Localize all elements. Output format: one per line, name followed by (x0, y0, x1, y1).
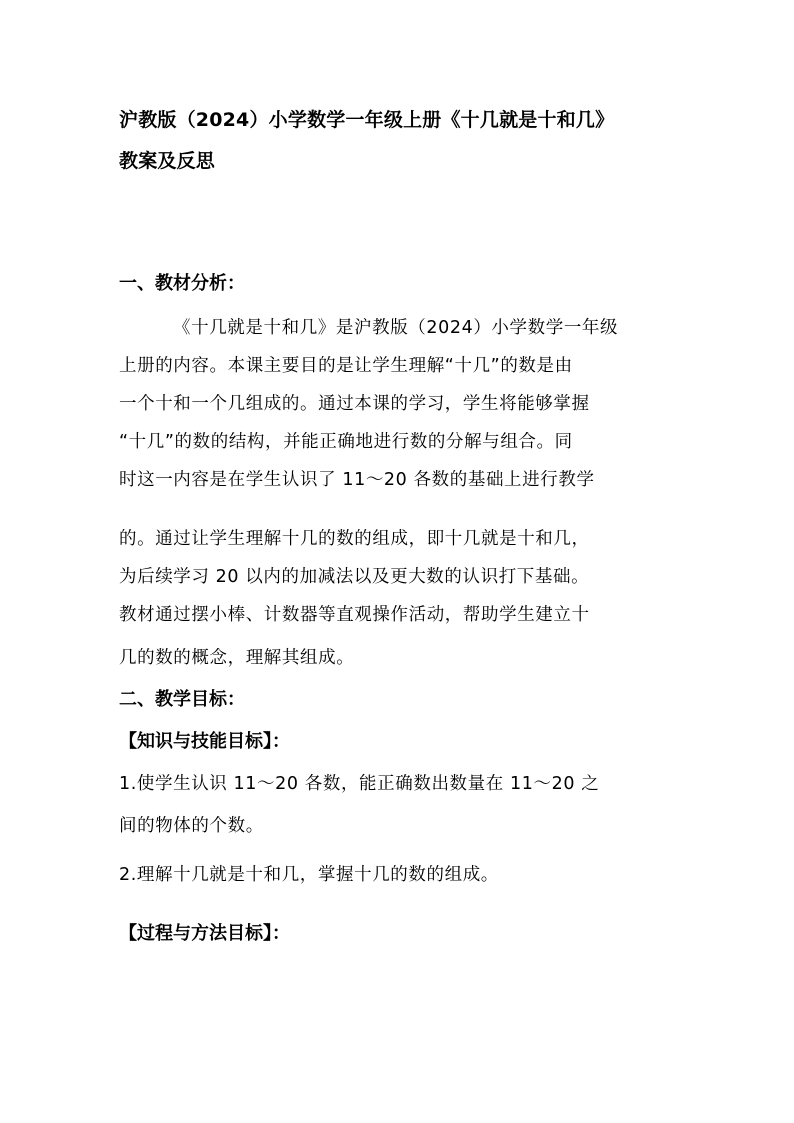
paragraph-line: 上册的内容。本课主要目的是让学生理解“十几”的数是由 (119, 356, 573, 376)
paragraph-line: 的。通过让学生理解十几的数的组成，即十几就是十和几， (119, 529, 590, 549)
objective-line: 间的物体的个数。 (119, 816, 264, 836)
paragraph-line: “十几”的数的结构，并能正确地进行数的分解与组合。同 (119, 432, 573, 452)
paragraph-line: 教材通过摆小棒、计数器等直观操作活动，帮助学生建立十 (119, 605, 590, 625)
objective-line: 2.理解十几就是十和几，掌握十几的数的组成。 (119, 865, 499, 885)
document-title-line-1: 沪教版（2024）小学数学一年级上册《十几就是十和几》 (119, 109, 615, 131)
paragraph-line: 为后续学习 20 以内的加减法以及更大数的认识打下基础。 (119, 567, 590, 587)
paragraph-line: 《十几就是十和几》是沪教版（2024）小学数学一年级 (173, 318, 619, 338)
paragraph-line: 一个十和一个几组成的。通过本课的学习，学生将能够掌握 (119, 394, 590, 414)
paragraph-line: 几的数的概念，理解其组成。 (119, 648, 355, 668)
objective-line: 1.使学生认识 11～20 各数，能正确数出数量在 11～20 之 (119, 774, 600, 794)
document-title-line-2: 教案及反思 (119, 150, 216, 172)
paragraph-line: 时这一内容是在学生认识了 11～20 各数的基础上进行教学 (119, 470, 595, 490)
subheading-knowledge-skills: 【知识与技能目标】： (119, 731, 290, 752)
section-heading-objectives: 二、教学目标： (119, 689, 245, 710)
subheading-process-methods: 【过程与方法目标】： (119, 923, 290, 944)
section-heading-materials: 一、教材分析： (119, 273, 245, 294)
